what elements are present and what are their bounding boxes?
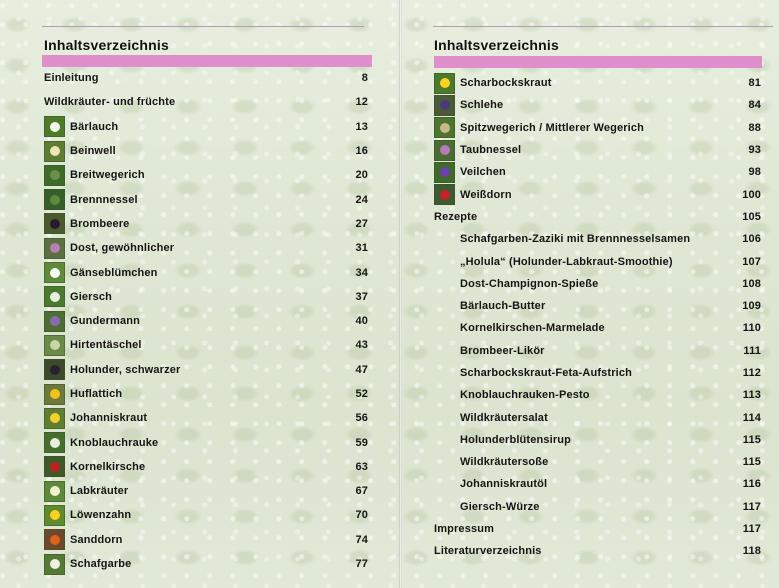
toc-entry-page-number: 109: [742, 300, 761, 313]
hirtentaeschel-thumbnail: [44, 335, 65, 356]
toc-entry-page-number: 43: [355, 339, 368, 352]
toc-entry[interactable]: [434, 362, 761, 384]
toc-entry-page-number: 8: [361, 72, 368, 85]
top-rule: [433, 26, 773, 27]
veilchen-thumbnail: [434, 162, 455, 183]
toc-entry-page-number: 115: [742, 456, 761, 469]
toc-entry[interactable]: [434, 340, 761, 362]
toc-entry[interactable]: [434, 451, 761, 473]
toc-entry-label: Knoblauchrauken-Pesto: [460, 389, 590, 402]
toc-entry[interactable]: [434, 406, 761, 428]
toc-entry[interactable]: [434, 429, 761, 451]
toc-entry-label: Kornelkirsche: [70, 460, 146, 473]
toc-entry-label: Johanniskraut: [70, 412, 148, 425]
toc-entry[interactable]: [434, 273, 761, 295]
loewenzahn-thumbnail: [44, 505, 65, 526]
toc-entry-page-number: 40: [355, 315, 368, 328]
baerlauch-thumbnail: [44, 116, 65, 137]
toc-entry[interactable]: [44, 552, 368, 576]
toc-entry[interactable]: [44, 455, 368, 479]
toc-entry-page-number: 31: [355, 242, 368, 255]
toc-entry-label: Weißdorn: [460, 188, 512, 201]
toc-entry[interactable]: [434, 139, 761, 161]
toc-entry[interactable]: [434, 384, 761, 406]
toc-entry-label: Literaturverzeichnis: [434, 545, 542, 558]
toc-entry-label: Holunderblütensirup: [460, 433, 572, 446]
toc-entry-page-number: 81: [748, 77, 761, 90]
toc-entry-label: Dost, gewöhnlicher: [70, 242, 175, 255]
toc-entry-page-number: 105: [742, 210, 761, 223]
toc-entry-label: Breitwegerich: [70, 169, 145, 182]
top-rule: [42, 26, 364, 27]
toc-entry[interactable]: [434, 206, 761, 228]
toc-entry-label: Schlehe: [460, 99, 504, 112]
toc-entry-page-number: 52: [355, 388, 368, 400]
toc-entry[interactable]: [44, 163, 368, 187]
toc-entry-label: Scharbockskraut: [460, 77, 552, 90]
toc-entry[interactable]: [44, 187, 368, 211]
page-title: Inhaltsverzeichnis: [434, 37, 559, 53]
beinwell-thumbnail: [44, 141, 65, 162]
toc-entry-label: „Holula“ (Holunder-Labkraut-Smoothie): [460, 255, 673, 268]
toc-entry-label: Kornelkirschen-Marmelade: [460, 322, 605, 335]
toc-entry-page-number: 116: [742, 478, 761, 491]
toc-entry-label: Wildkräuter- und früchte: [44, 96, 176, 109]
gaenseblume-thumbnail: [44, 262, 65, 283]
toc-entry[interactable]: [434, 161, 761, 183]
toc-entry-label: Johanniskrautöl: [460, 478, 548, 491]
page-title: Inhaltsverzeichnis: [44, 37, 169, 53]
toc-entry[interactable]: [44, 528, 368, 552]
toc-entry[interactable]: [44, 285, 368, 309]
toc-entry-page-number: 118: [742, 545, 761, 558]
toc-entry-page-number: 77: [355, 558, 368, 571]
brennnessel-thumbnail: [44, 189, 65, 210]
toc-entry-label: Scharbockskraut-Feta-Aufstrich: [460, 367, 632, 379]
toc-entry[interactable]: [434, 94, 761, 116]
toc-entry[interactable]: [44, 309, 368, 333]
toc-entry-label: Taubnessel: [460, 144, 522, 157]
toc-entry-page-number: 47: [355, 363, 368, 376]
toc-entry-label: Gänseblümchen: [70, 266, 158, 279]
toc-entry-label: Holunder, schwarzer: [70, 363, 181, 376]
toc-entry-page-number: 107: [742, 255, 761, 268]
toc-entry-page-number: 20: [355, 169, 368, 182]
toc-entry-page-number: 13: [355, 120, 368, 133]
toc-entry[interactable]: [434, 250, 761, 272]
toc-entry-page-number: 63: [355, 460, 368, 473]
toc-entry-label: Impressum: [434, 523, 495, 536]
toc-entry-page-number: 117: [742, 523, 761, 536]
toc-entry-page-number: 12: [355, 96, 368, 109]
spitzwegerich-thumbnail: [434, 117, 455, 138]
schafgarbe-thumbnail: [44, 554, 65, 575]
toc-entry-page-number: 70: [355, 509, 368, 522]
holunder-thumbnail: [44, 359, 65, 380]
toc-entry[interactable]: [44, 90, 368, 114]
kornelkirsche-thumbnail: [44, 456, 65, 477]
toc-entry[interactable]: [44, 382, 368, 406]
toc-entry-label: Rezepte: [434, 210, 478, 223]
toc-entry-page-number: 117: [742, 500, 761, 513]
toc-entry-page-number: 84: [748, 99, 761, 112]
knoblauchrauke-thumbnail: [44, 432, 65, 453]
toc-entry-label: Wildkräutersalat: [460, 411, 548, 424]
toc-entry-page-number: 114: [742, 411, 761, 424]
toc-entry-page-number: 112: [742, 367, 761, 379]
toc-entry-page-number: 27: [355, 217, 368, 230]
toc-entry-page-number: 56: [355, 412, 368, 425]
toc-entry-page-number: 108: [742, 277, 761, 290]
johanniskraut-thumbnail: [44, 408, 65, 429]
dost-thumbnail: [44, 238, 65, 259]
labkraut-thumbnail: [44, 481, 65, 502]
toc-entry-page-number: 67: [355, 485, 368, 498]
toc-entry-page-number: 74: [355, 533, 368, 546]
toc-entry-page-number: 34: [355, 266, 368, 279]
toc-entry-label: Veilchen: [460, 166, 506, 179]
toc-entry-label: Wildkräutersoße: [460, 456, 549, 469]
toc-entry-page-number: 98: [748, 166, 761, 179]
toc-entry[interactable]: [44, 503, 368, 527]
toc-entry-label: Beinwell: [70, 145, 116, 158]
toc-entry[interactable]: [434, 473, 761, 495]
toc-entry-label: Bärlauch: [70, 120, 119, 133]
toc-entry-label: Spitzwegerich / Mittlerer Wegerich: [460, 121, 644, 134]
toc-entry-label: Huflattich: [70, 388, 123, 400]
schlehe-thumbnail: [434, 95, 455, 116]
toc-entry[interactable]: [44, 115, 368, 139]
gundermann-thumbnail: [44, 311, 65, 332]
giersch-thumbnail: [44, 286, 65, 307]
toc-entry-label: Brombeer-Likör: [460, 344, 545, 357]
toc-entry[interactable]: [44, 212, 368, 236]
toc-entry-page-number: 115: [742, 433, 761, 446]
toc-entry[interactable]: [434, 540, 761, 562]
toc-entry-label: Bärlauch-Butter: [460, 300, 546, 313]
toc-entry[interactable]: [434, 317, 761, 339]
toc-entry-label: Schafgarbe: [70, 558, 132, 571]
toc-entry-label: Labkräuter: [70, 485, 129, 498]
toc-entry-label: Brennnessel: [70, 193, 138, 206]
toc-entry[interactable]: [434, 295, 761, 317]
toc-entry-page-number: 37: [355, 290, 368, 303]
toc-entry-page-number: 59: [355, 436, 368, 449]
toc-entry[interactable]: [44, 430, 368, 454]
toc-entry-label: Hirtentäschel: [70, 339, 142, 352]
toc-entry-label: Sanddorn: [70, 533, 123, 546]
toc-entry-label: Dost-Champignon-Spieße: [460, 277, 599, 290]
toc-entry-label: Giersch-Würze: [460, 500, 540, 513]
toc-entry-page-number: 16: [355, 145, 368, 158]
toc-entry-page-number: 106: [742, 233, 761, 246]
toc-entry[interactable]: [434, 117, 761, 139]
toc-entry-page-number: 88: [748, 121, 761, 134]
taubnessel-thumbnail: [434, 140, 455, 161]
weissdorn-thumbnail: [434, 184, 455, 205]
toc-entry[interactable]: [434, 228, 761, 250]
toc-list: [434, 72, 761, 563]
toc-entry-label: Löwenzahn: [70, 509, 132, 522]
toc-entry-page-number: 113: [742, 389, 761, 402]
toc-entry[interactable]: [44, 139, 368, 163]
toc-entry[interactable]: [44, 236, 368, 260]
toc-entry-page-number: 24: [355, 193, 368, 206]
toc-entry-page-number: 111: [743, 344, 761, 357]
toc-entry-page-number: 100: [742, 188, 761, 201]
toc-entry[interactable]: [44, 358, 368, 382]
toc-entry-label: Giersch: [70, 290, 113, 303]
title-underline-bar: [434, 56, 762, 68]
toc-entry[interactable]: [434, 518, 761, 540]
brombeere-thumbnail: [44, 213, 65, 234]
toc-entry[interactable]: [434, 183, 761, 205]
toc-entry[interactable]: [44, 333, 368, 357]
toc-entry[interactable]: [44, 66, 368, 90]
toc-entry-label: Knoblauchrauke: [70, 436, 159, 449]
toc-list: [44, 66, 368, 576]
breitwegerich-thumbnail: [44, 165, 65, 186]
toc-entry-page-number: 110: [742, 322, 761, 335]
toc-entry-label: Einleitung: [44, 72, 99, 85]
toc-entry-label: Brombeere: [70, 217, 130, 230]
toc-entry-label: Gundermann: [70, 315, 140, 328]
sanddorn-thumbnail: [44, 529, 65, 550]
right-page: [400, 0, 779, 588]
toc-entry-page-number: 93: [748, 144, 761, 157]
toc-entry[interactable]: [44, 260, 368, 284]
toc-entry-label: Schafgarben-Zaziki mit Brennnesselsamen: [460, 233, 691, 246]
toc-entry[interactable]: [434, 72, 761, 94]
toc-entry[interactable]: [434, 496, 761, 518]
huflattich-thumbnail: [44, 384, 65, 405]
toc-entry[interactable]: [44, 479, 368, 503]
scharbockskraut-thumbnail: [434, 73, 455, 94]
toc-entry[interactable]: [44, 406, 368, 430]
